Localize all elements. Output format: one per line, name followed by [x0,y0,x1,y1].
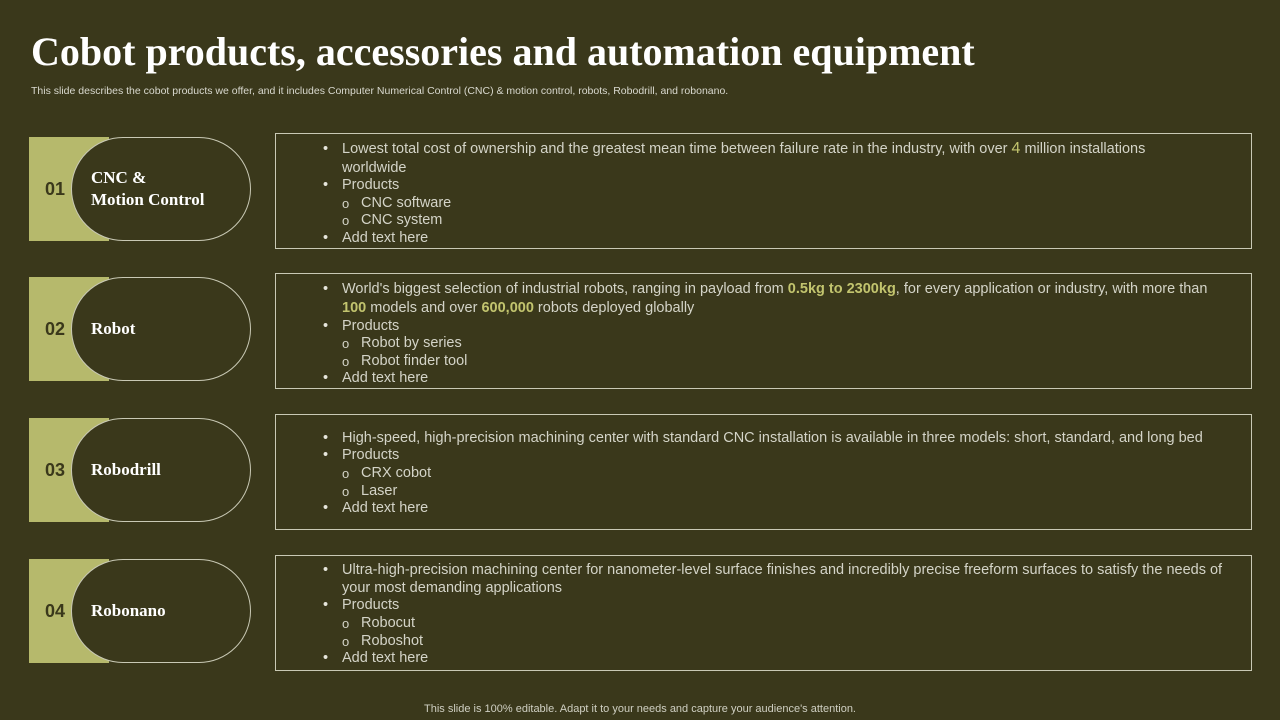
category-label: Robot [91,319,136,338]
item-number: 02 [44,319,66,339]
product-item: o CNC system [361,211,442,229]
product-item: o Robot finder tool [361,352,467,370]
details-box [275,133,1252,249]
products-bullet: • Products [342,317,399,335]
product-item: o Laser [361,482,397,500]
item-number: 01 [44,179,66,199]
product-row-cnc [0,133,1280,253]
item-number: 04 [44,601,66,621]
add-text-bullet: • Add text here [342,499,428,517]
product-item: o Robot by series [361,334,462,352]
category-label-line1: CNC & [91,168,147,187]
category-label: Robonano [91,601,166,620]
category-label [91,138,205,240]
details-box [275,273,1252,389]
item-number: 03 [44,460,66,480]
details-box [275,555,1252,671]
add-text-bullet: • Add text here [342,229,428,247]
footer-note: This slide is 100% editable. Adapt it to your needs and capture your audience's attention. [424,703,856,715]
description-bullet: • High-speed, high-precision machining center with standard CNC installation is available in three models: short, standard, and long bed [342,429,1203,447]
category-pill [71,559,251,663]
category-pill [71,418,251,522]
product-row-robot [0,273,1280,393]
add-text-bullet: • Add text here [342,369,428,387]
description-bullet: • Lowest total cost of ownership and the greatest mean time between failure rate in the industry, with over 4 million installations [342,140,1145,158]
category-pill [71,137,251,241]
product-item: o Roboshot [361,632,423,650]
category-label: Robodrill [91,460,161,479]
description-continuation: worldwide [342,160,407,176]
page-title: Cobot products, accessories and automation equipment [31,29,975,74]
product-item: o CNC software [361,194,451,212]
product-item: o CRX cobot [361,464,431,482]
description-continuation: your most demanding applications [342,580,563,596]
details-box [275,414,1252,530]
description-bullet: • Ultra-high-precision machining center for nanometer-level surface finishes and incredibly precise freeform surfaces to satisfy the needs of [342,561,1222,579]
product-item: o Robocut [361,614,415,632]
category-pill [71,277,251,381]
category-label-line2: Motion Control [91,190,205,209]
product-row-robodrill [0,414,1280,534]
products-bullet: • Products [342,176,399,194]
description-continuation: 100 models and over 600,000 robots deployed globally [342,300,695,316]
products-bullet: • Products [342,446,399,464]
products-bullet: • Products [342,596,399,614]
add-text-bullet: • Add text here [342,649,428,667]
product-row-robonano [0,555,1280,675]
description-bullet: • World's biggest selection of industrial robots, ranging in payload from 0.5kg to 2300kg, for every application or industry, with more than [342,280,1207,298]
page-subtitle: This slide describes the cobot products we offer, and it includes Computer Numerical Control (CNC) & motion control, robots, Robodrill, and robonano. [31,85,729,97]
